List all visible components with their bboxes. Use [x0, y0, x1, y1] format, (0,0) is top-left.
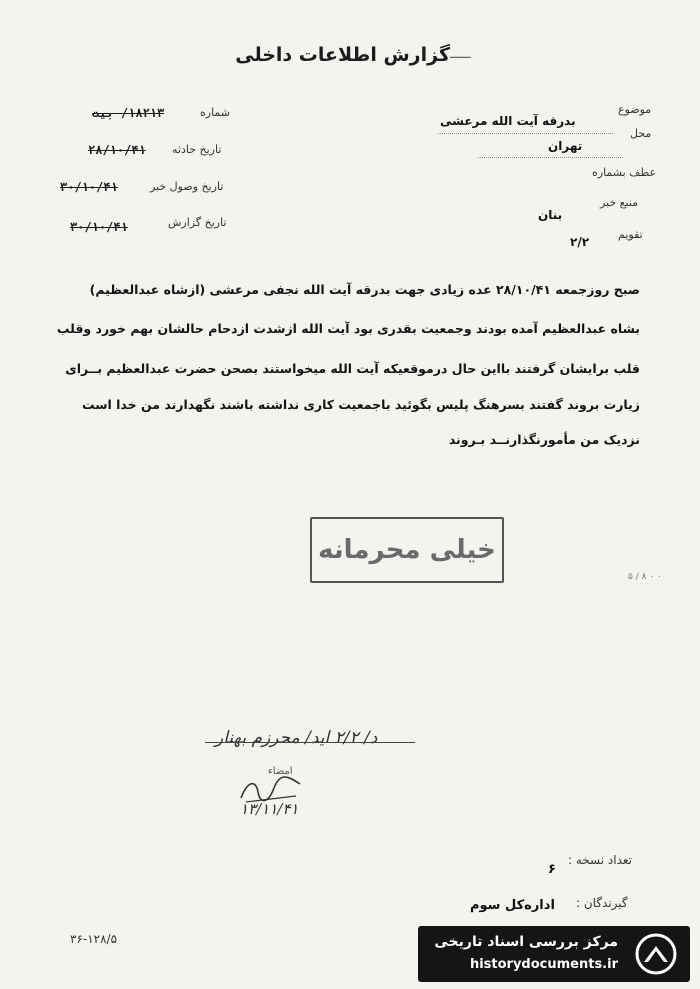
body-line-4: زیارت بروند گفتند بسرهنگ پلیس بگوئید باجمعیت کاری نداشته باشند نگهدارند من خدا است: [81, 397, 640, 412]
body-line-5: نزدیک من مأمورنگذارنــد بـروند: [448, 432, 640, 447]
tarikh-vosul-label: تاریخ وصول خبر: [150, 180, 224, 193]
mahal-underline: [478, 157, 623, 158]
confidential-stamp: [310, 517, 504, 583]
body-line-3: قلب برایشان گرفتند بااین حال درموقعیکه آیت الله میخواستند بصحن حضرت عبدالعظیم بــرای: [65, 361, 640, 376]
manba-value: بنان: [538, 208, 563, 222]
tarikh-hadese-label: تاریخ حادثه: [172, 143, 222, 156]
signature-label: امضاء: [268, 766, 293, 777]
recipients-value: اداره‌کل سوم: [470, 898, 555, 913]
copies-label: تعداد نسخه :: [568, 853, 633, 867]
shomare-value: ۱۸۲۱۳/ بیت: [92, 106, 165, 120]
handwritten-note: د/ ۲/۲ اید/ محرزم بهنار: [215, 728, 378, 748]
tarikh-gozaresh-value: ۳۰/۱۰/۴۱: [70, 220, 128, 234]
manba-label: منبع خبر: [600, 196, 639, 209]
body-line-1: صبح روزجمعه ۲۸/۱۰/۴۱ عده زیادی جهت بدرقه آیت الله نجفی مرعشی (ازشاه عبدالعظیم): [89, 282, 640, 297]
header-scribble: ـــــ: [450, 46, 471, 62]
mozu-underline: [438, 133, 613, 134]
handwritten-date: ۱۳/۱۱/۴۱: [240, 800, 299, 818]
mahal-label: محل: [630, 127, 652, 140]
atf-label: عطف بشماره: [592, 166, 657, 179]
shomare-label: شماره: [200, 106, 231, 119]
mahal-value: تهران: [548, 139, 583, 153]
margin-mark: ۵ / ۸ ۰ ۰: [628, 572, 662, 582]
stamp-text: خیلی محرمانه: [318, 535, 496, 565]
watermark-title: مرکز بررسی اسناد تاریخی: [434, 934, 618, 950]
watermark-url: historydocuments.ir: [469, 957, 618, 972]
copies-value: ۶: [548, 862, 556, 877]
mozu-label: موضوع: [618, 103, 652, 116]
book-logo-icon: [632, 932, 680, 976]
tarikh-gozaresh-label: تاریخ گزارش: [168, 216, 227, 229]
recipients-label: گیرندگان :: [576, 896, 628, 910]
watermark-logo: [418, 926, 690, 982]
document-title: گزارش اطلاعات داخلی: [235, 44, 450, 66]
taghvim-value: ۲/۲: [570, 235, 590, 249]
handwritten-note-strike: [205, 742, 415, 743]
taghvim-label: تقویم: [618, 228, 643, 241]
document-code: ۳۶-۱۲۸/۵: [70, 932, 118, 946]
body-line-2: بشاه عبدالعظیم آمده بودند وجمعیت بقدری بود آیت الله ازشدت ازدحام حالشان بهم خورد وقلب: [56, 321, 640, 336]
tarikh-vosul-value: ۳۰/۱۰/۴۱: [60, 180, 118, 194]
mozu-value: بدرقه آیت الله مرعشی: [440, 114, 576, 128]
tarikh-hadese-value: ۲۸/۱۰/۴۱: [88, 143, 146, 157]
